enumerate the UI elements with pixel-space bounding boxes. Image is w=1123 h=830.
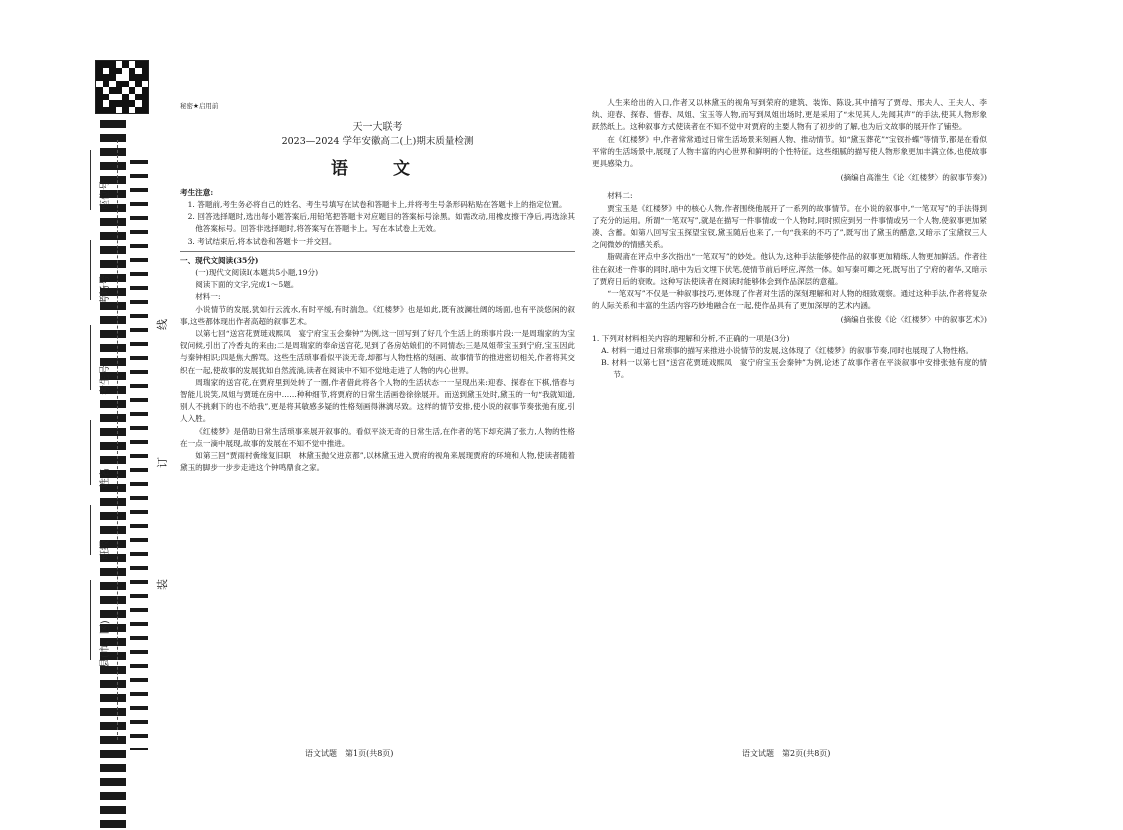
- body-paragraph: 以第七回“送宫花贾琏戏熙凤 宴宁府宝玉会秦钟”为例,这一回写到了好几个生活上的琐事片段:一是周瑞家的为宝钗问候,引出了冷香丸的来由;二是周瑞家的奉命送宫花,见到了各房姑娘们的不同情态;三是凤姐带宝玉到宁府,宝玉因此与秦钟相识;四是焦大醉骂。这些生活琐事看似平淡无奇,却都与人物性格的刻画、故事情节的推进密切相关,作者将其交织在一起,使故事的发展犹如自然流淌,读者在阅读中不知不觉地走进了人物的内心世界。: [180, 329, 575, 375]
- body-paragraph: 脂砚斋在评点中多次指出“一笔双写”的妙处。他认为,这种手法能够使作品的叙事更加精练,人物更加鲜活。作者往往在叙述一件事的同时,暗中为后文埋下伏笔,使情节前后呼应,浑然一体。如写秦可卿之死,既写出了宁府的奢华,又暗示了贾府日后的衰败。这种写法使读者在阅读时能够体会到作品深层的意蕴。: [592, 252, 987, 286]
- field-room-line: [90, 240, 91, 300]
- body-paragraph: 《红楼梦》是借助日常生活琐事来展开叙事的。看似平淡无奇的日常生活,在作者的笔下却充满了张力,人物的性格在一点一滴中展现,故事的发展在不知不觉中推进。: [180, 426, 575, 448]
- body-paragraph: 贾宝玉是《红楼梦》中的核心人物,作者围绕他展开了一系列的故事情节。在小说的叙事中,“一笔双写”的手法得到了充分的运用。所谓“一笔双写”,就是在描写一件事情或一个人物时,同时照应到另一件事情或另一个人物,使叙事更加紧凑、含蓄。如第八回写宝玉探望宝钗,黛玉随后也来了,一句“我来的不巧了”,既写出了黛玉的醋意,又暗示了宝黛钗三人之间微妙的情感关系。: [592, 203, 987, 250]
- qr-code: [95, 60, 149, 114]
- field-id-line: [90, 325, 91, 390]
- field-name-line: [90, 420, 91, 485]
- divider: [180, 251, 575, 252]
- body-paragraph: 如第三回“贾雨村夤缘复旧职 林黛玉抛父进京都”,以林黛玉进入贾府的视角来展现贾府的环境和人物,使读者随着黛玉的脚步一步步走进这个钟鸣鼎食之家。: [180, 451, 575, 473]
- notice-item: 1. 答题前,考生务必将自己的姓名、考生号填写在试卷和答题卡上,并将考生号条形码粘贴在答题卡上的指定位置。: [187, 200, 567, 210]
- page-footer-left: 语文试题 第1页(共8页): [305, 749, 394, 758]
- body-paragraph: 在《红楼梦》中,作者常常通过日常生活场景来刻画人物、推动情节。如“黛玉葬花”“宝钗扑蝶”等情节,都是在看似平常的生活场景中,展现了人物丰富的内心世界和鲜明的个性特征。这些细腻的描写使人物形象更加丰满立体,也使故事更具感染力。: [592, 134, 987, 169]
- field-id: 考生号: [100, 365, 111, 395]
- secret-label: 秘密★启用前: [180, 102, 219, 110]
- section-title: 一、现代文阅读(35分): [180, 255, 259, 265]
- section-instruction: 阅读下面的文字,完成1～5题。: [195, 280, 299, 290]
- exam-title: 2023—2024 学年安徽高二(上)期末质量检测: [281, 136, 474, 148]
- subject-title: 语 文: [331, 158, 424, 179]
- exam-org: 天一大联考: [352, 122, 403, 134]
- section-sub: (一)现代文阅读Ⅰ(本题共5小题,19分): [195, 268, 319, 278]
- material-label: 材料一:: [195, 292, 221, 302]
- body-paragraph: 周瑞家的送宫花,在贾府里到处转了一圈,作者借此将各个人物的生活状态一一呈现出来:迎春、探春在下棋,惜春与智能儿说笑,凤姐与贾琏在房中……种种细节,将贾府的日常生活画卷徐徐展开。而送到黛玉处时,黛玉的一句“我就知道,别人不挑剩下的也不给我”,更是将其敏感多疑的性格刻画得淋漓尽致。这样的情节安排,使小说的叙事节奏张弛有度,引人入胜。: [180, 377, 575, 424]
- question-option: B. 材料一以第七回“送宫花贾琏戏熙凤 宴宁府宝玉会秦钟”为例,论述了故事作者在平淡叙事中安排张弛有度的情节。: [601, 358, 987, 380]
- notice-item: 3. 考试结束后,将本试卷和答题卡一并交回。: [187, 236, 337, 246]
- field-county: 县(市、区): [100, 620, 111, 668]
- source-citation: (摘编自张俊《论〈红楼梦〉中的叙事艺术》): [840, 315, 987, 325]
- body-paragraph: 小说情节的发展,犹如行云流水,有时平缓,有时湍急。《红楼梦》也是如此,既有波澜壮阔的场面,也有平淡悠闲的叙事,这些都体现出作者高超的叙事艺术。: [180, 304, 575, 326]
- field-seat: 座位号: [100, 180, 111, 210]
- body-paragraph: “一笔双写”不仅是一种叙事技巧,更体现了作者对生活的深刻理解和对人物的细致观察。通过这种手法,作者将复杂的人际关系和丰富的生活内容巧妙地融合在一起,使作品具有了更加深厚的艺术内涵。: [592, 289, 987, 311]
- field-county-line: [90, 580, 91, 660]
- binding-mark-ding: 订: [156, 457, 169, 468]
- notice-heading: 考生注意:: [180, 187, 214, 197]
- field-room: 考场号: [100, 275, 111, 305]
- binding-cut-line: [117, 140, 118, 740]
- field-class-line: [90, 505, 91, 555]
- source-citation: (摘编自高淮生《论〈红楼梦〉的叙事节奏》): [840, 173, 987, 183]
- binding-stripe-inner: [130, 150, 148, 750]
- question-1: 1. 下列对材料相关内容的理解和分析,不正确的一项是(3分): [592, 333, 790, 343]
- field-seat-line: [90, 150, 91, 210]
- page-footer-right: 语文试题 第2页(共8页): [742, 749, 831, 758]
- binding-mark-zhuang: 装: [156, 579, 169, 590]
- binding-mark-line: 线: [156, 319, 169, 330]
- question-option: A. 材料一通过日常琐事的描写来推进小说情节的发展,这体现了《红楼梦》的叙事节奏,同时也展现了人物性格。: [601, 345, 974, 355]
- material-label: 材料二:: [607, 191, 633, 201]
- field-class: 班级: [100, 540, 111, 560]
- page-right: [592, 97, 987, 381]
- field-name: 姓名: [100, 468, 111, 488]
- page-left: [180, 100, 575, 474]
- body-paragraph: 人生来给出的入口,作者又以林黛玉的视角写到荣府的建筑、装饰、陈设,其中描写了贾母、邢夫人、王夫人、李纨、迎春、探春、惜春、凤姐、宝玉等人物,而写到凤姐出场时,更是采用了“未见其人,先闻其声”的手法,使其人物形象跃然纸上。这种叙事方式使读者在不知不觉中对贾府的主要人物有了初步的了解,也为后文故事的展开作了铺垫。: [592, 98, 987, 132]
- notice-item: 2. 回答选择题时,选出每小题答案后,用铅笔把答题卡对应题目的答案标号涂黑。如需改动,用橡皮擦干净后,再选涂其他答案标号。回答非选择题时,将答案写在答题卡上。写在本试卷上无效。: [187, 212, 575, 234]
